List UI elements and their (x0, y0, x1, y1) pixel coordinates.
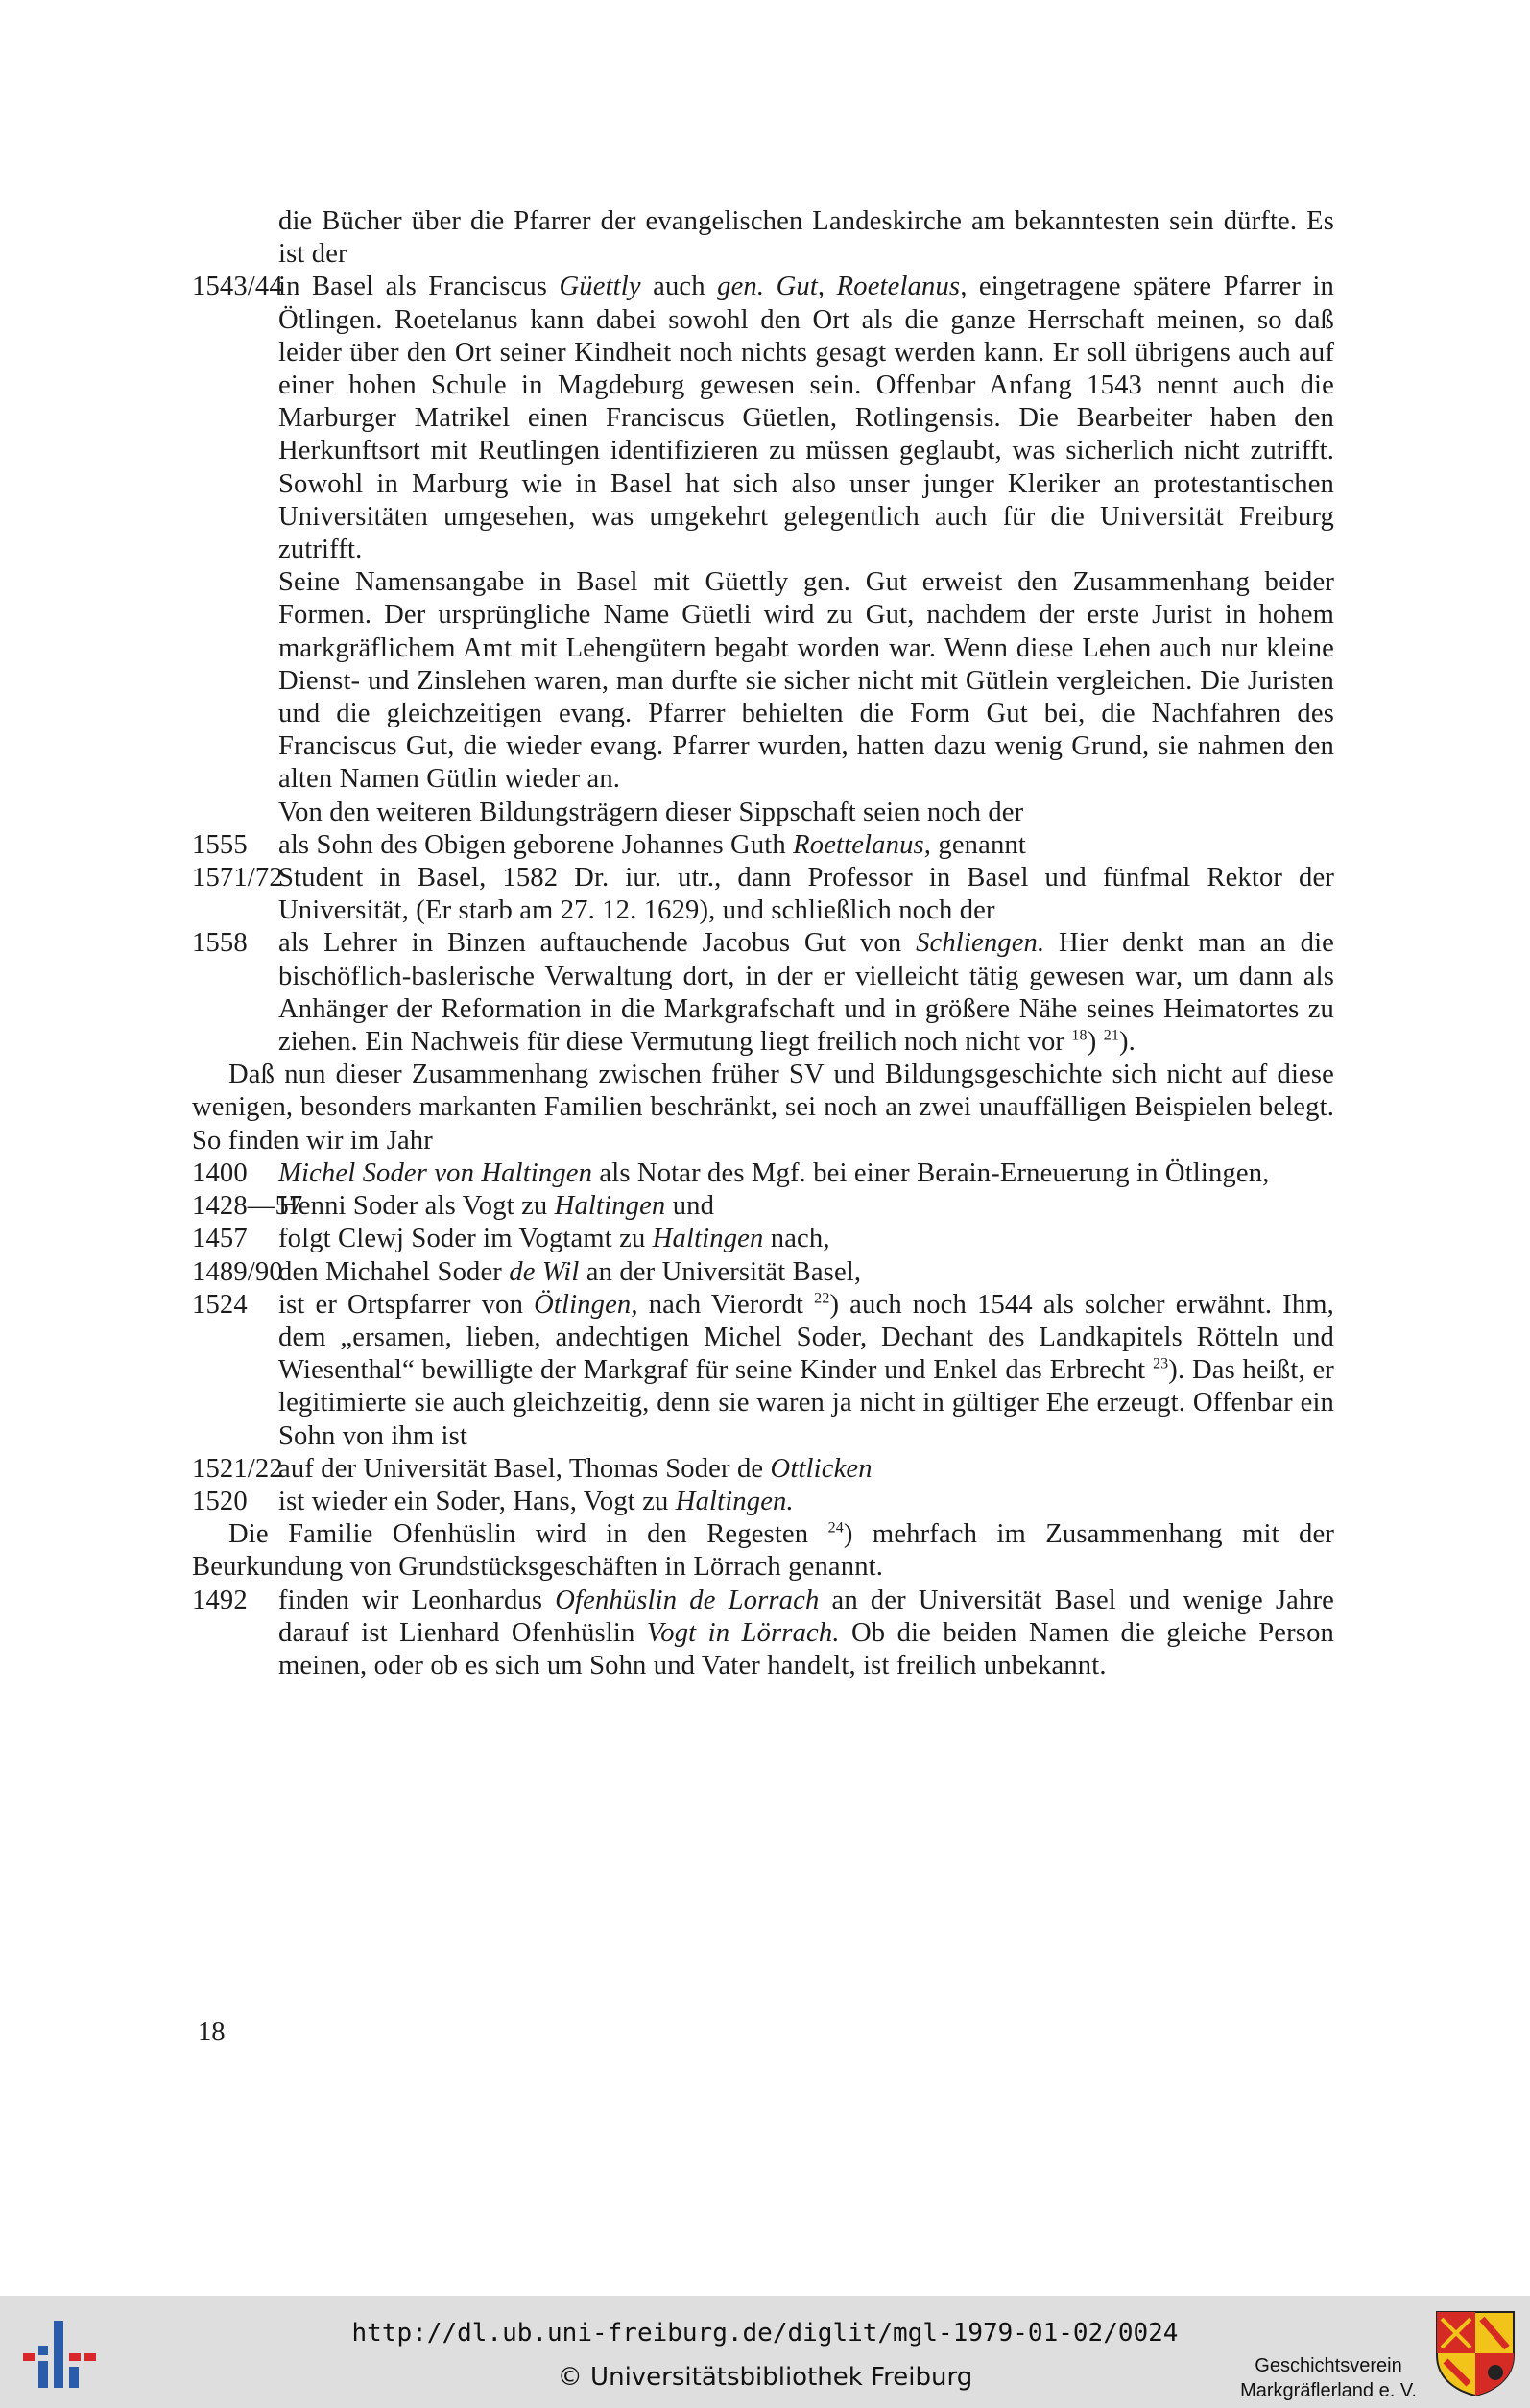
entry-text: auf der Universität Basel, Thomas Soder de Ottlicken (278, 1453, 873, 1484)
entry-year: 1492 (192, 1585, 248, 1615)
footnote-ref: 22 (814, 1290, 830, 1307)
paragraph-text: Von den weiteren Bildungsträgern dieser Sippschaft seien noch der (278, 797, 1024, 827)
entry-year: 1543/44 (192, 272, 283, 302)
entry-text: als Sohn des Obigen geborene Johannes Guth Roettelanus, genannt (278, 829, 1026, 860)
paragraph-text: Die Familie Ofenhüslin wird in den Regesten $^{24}$) mehrfach im Zusammenhang mit der Beurkundung von Grundstücksgeschäften in Lörrach genannt. (192, 1519, 1334, 1583)
entry-year: 1457 (192, 1224, 248, 1254)
entry-year: 1571/72 (192, 863, 283, 894)
entry-text: finden wir Leonhardus Ofenhüslin de Lorrach an der Universität Basel und wenige Jahre darauf ist Lienhard Ofenhüslin Vogt in Lörrach. Ob die beiden Namen die gleiche Person meinen, oder ob es sich um Sohn und Vater handelt, ist freilich unbekannt. (278, 1585, 1334, 1681)
entry-year: 1558 (192, 928, 248, 959)
publisher-line-1: Geschichtsverein (1255, 2355, 1402, 2376)
entry-year: 1521/22 (192, 1453, 283, 1484)
entry-text: als Lehrer in Binzen auftauchende Jacobus Gut von Schliengen. Hier denkt man an die bischöflich-baslerische Verwaltung dort, in der er vielleicht tätig gewesen war, um dann als Anhänger der Reformation in die Markgrafschaft und in größere Nähe seines Heimatortes zu ziehen. Ein Nachweis für diese Vermutung liegt freilich noch nicht vor $^{18}$) $^{21}$). (278, 928, 1335, 1058)
entry-1428 (192, 1190, 1334, 1223)
entry-1555 (192, 829, 1334, 862)
paragraph-intro (192, 205, 1334, 271)
copyright-text: © Universitätsbibliothek Freiburg (557, 2363, 973, 2392)
footnote-ref: 23 (1152, 1355, 1169, 1372)
body-text (192, 205, 1334, 1682)
entry-1489 (192, 1256, 1334, 1289)
publisher-line-2: Markgräflerland e. V. (1240, 2380, 1417, 2401)
entry-year: 1524 (192, 1289, 248, 1320)
intro-text: die Bücher über die Pfarrer der evangelischen Landeskirche am bekanntesten sein dürfte. Es ist der (278, 206, 1334, 270)
publisher-name (1232, 2353, 1424, 2403)
entry-1543 (192, 271, 1334, 566)
document-url-link[interactable]: http://dl.ub.uni-freiburg.de/diglit/mgl-1979-01-02/0024 (351, 2319, 1179, 2348)
entry-text: Michel Soder von Haltingen als Notar des Mgf. bei einer Berain-Erneuerung in Ötlingen, (278, 1157, 1270, 1188)
entry-1400 (192, 1157, 1334, 1190)
entry-year: 1489/90 (192, 1256, 283, 1287)
paragraph-seine (192, 566, 1334, 829)
paragraph-dass (192, 1059, 1334, 1157)
entry-text: ist wieder ein Soder, Hans, Vogt zu Haltingen. (278, 1486, 794, 1516)
entry-text: den Michahel Soder de Wil an der Universität Basel, (278, 1256, 862, 1287)
coat-of-arms-icon (1434, 2309, 1517, 2397)
footnote-ref: 18 (1071, 1027, 1088, 1044)
page-number: 18 (198, 2017, 226, 2047)
paragraph-text: Daß nun dieser Zusammenhang zwischen früher SV und Bildungsgeschichte sich nicht auf diese wenigen, besonders markanten Familien beschränkt, sei noch an zwei unauffälligen Beispielen belegt. So finden wir im Jahr (192, 1060, 1334, 1156)
entry-year: 1555 (192, 829, 248, 860)
entry-year: 1520 (192, 1486, 248, 1516)
footer-bar (0, 2296, 1530, 2408)
entry-1520 (192, 1486, 1334, 1518)
entry-text: in Basel als Franciscus Güettly auch gen. Gut, Roetelanus, eingetragene spätere Pfarrer in Ötlingen. Roetelanus kann dabei sowohl den Ort als die ganze Herrschaft meinen, so daß leider über den Ort seiner Kindheit noch nichts gesagt werden kann. Er soll übrigens auch auf einer hohen Schule in Magdeburg gewesen sein. Offenbar Anfang 1543 nennt auch die Marburger Matrikel einen Franciscus Güetlen, Rotlingensis. Die Bearbeiter haben den Herkunftsort mit Reutlingen identifizieren zu müssen geglaubt, was sicherlich nicht zutrifft. Sowohl in Marburg wie in Basel hat sich also unser junger Kleriker an protestantischen Universitäten umgesehen, was umgekehrt gelegentlich auch für die Universität Freiburg zutrifft. (278, 272, 1335, 565)
entry-1521 (192, 1453, 1334, 1486)
entry-1524 (192, 1289, 1334, 1453)
paragraph-familie (192, 1518, 1334, 1584)
paragraph-text: Seine Namensangabe in Basel mit Güettly gen. Gut erweist den Zusammenhang beider Formen. Der ursprüngliche Name Güetli wird zu Gut, nachdem der erste Jurist in hohem markgräflichem Amt mit Lehengütern begabt worden war. Wenn diese Lehen auch nur kleine Dienst- und Zinslehen waren, man durfte sie sicher nicht mit Gütlein vergleichen. Die Juristen und die gleichzeitigen evang. Pfarrer behielten die Form Gut bei, die Nachfahren des Franciscus Gut, die wieder evang. Pfarrer wurden, hatten dazu wenig Grund, sie nahmen den alten Namen Gütlin wieder an. (278, 567, 1334, 795)
entry-1457 (192, 1223, 1334, 1255)
footnote-ref: 24 (827, 1519, 844, 1537)
entry-1492 (192, 1585, 1334, 1683)
entry-text: Student in Basel, 1582 Dr. iur. utr., dann Professor in Basel und fünfmal Rektor der Universität, (Er starb am 27. 12. 1629), und schließlich noch der (278, 863, 1334, 926)
footnote-ref: 21 (1103, 1027, 1119, 1044)
entry-year: 1400 (192, 1157, 248, 1188)
entry-1558 (192, 927, 1334, 1059)
entry-1571 (192, 862, 1334, 927)
entry-text: ist er Ortspfarrer von Ötlingen, nach Vierordt $^{22}$) auch noch 1544 als solcher erwähnt. Ihm, dem „ersamen, lieben, andechtigen Michel Soder, Dechant des Landkapitels Rötteln und Wiesenthal“ bewilligte der Markgraf für seine Kinder und Enkel das Erbrecht $^{23}$). Das heißt, er legitimierte sie auch gleichzeitig, denn sie waren ja nicht in gültiger Ehe erzeugt. Offenbar ein Sohn von ihm ist (278, 1289, 1334, 1451)
entry-text: folgt Clewj Soder im Vogtamt zu Haltingen nach, (278, 1224, 830, 1254)
entry-year: 1428—57 (192, 1191, 303, 1222)
entry-text: Henni Soder als Vogt zu Haltingen und (278, 1191, 715, 1222)
